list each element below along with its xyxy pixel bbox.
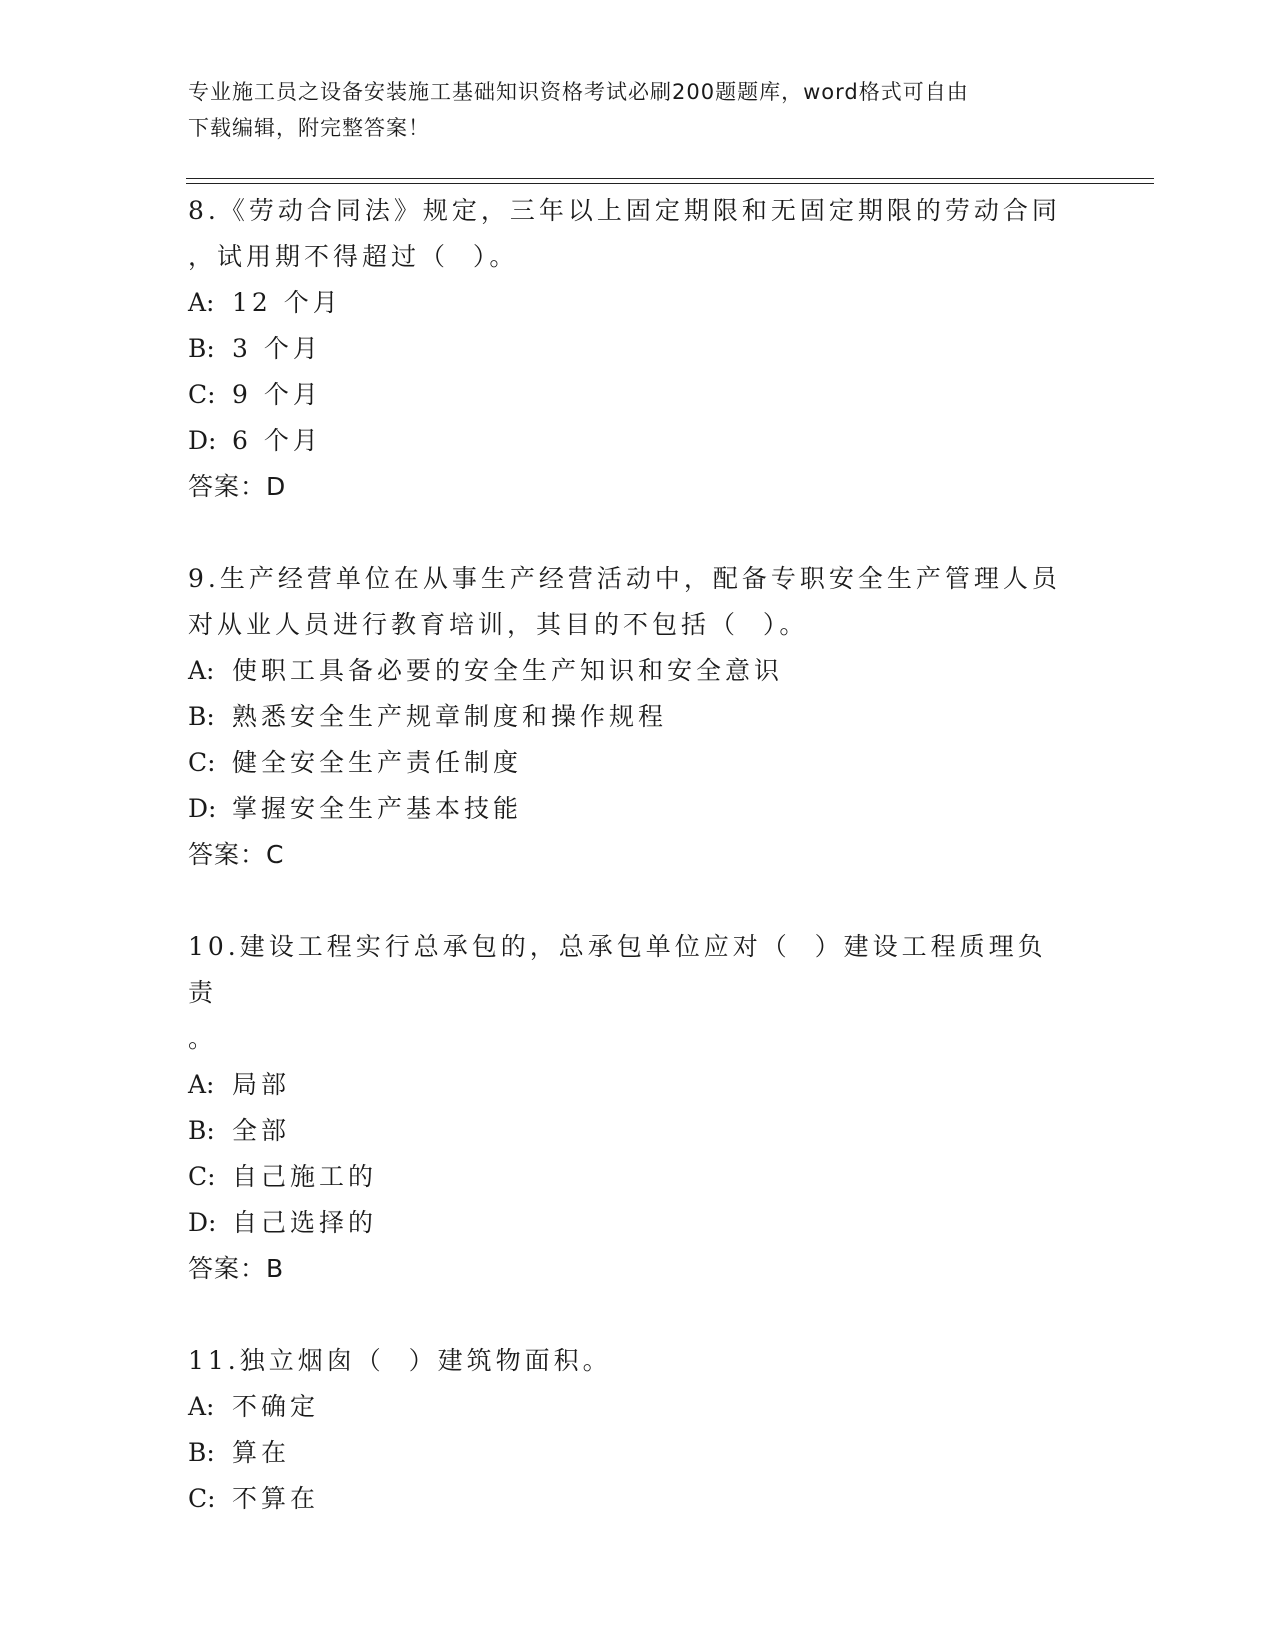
option-letter: A: xyxy=(188,288,215,317)
question-spacer xyxy=(188,878,1068,924)
question-block xyxy=(188,556,1068,924)
option-text: 自己施工的 xyxy=(232,1162,378,1191)
option-text: 掌握安全生产基本技能 xyxy=(232,794,523,823)
option-letter: A: xyxy=(188,1392,215,1421)
option-letter: D: xyxy=(188,1208,217,1237)
answer-key: 答案：C xyxy=(188,840,285,869)
question-block xyxy=(188,1338,1068,1522)
option-text: 3 个月 xyxy=(232,334,322,363)
option-letter: C: xyxy=(188,380,216,409)
question-stem-line: 9.生产经营单位在从事生产经营活动中，配备专职安全生产管理人员 xyxy=(188,564,1061,593)
answer-option xyxy=(188,418,1068,464)
question-block xyxy=(188,188,1068,556)
answer-option xyxy=(188,1476,1068,1522)
option-letter: B: xyxy=(188,702,215,731)
answer-option xyxy=(188,786,1068,832)
answer-option xyxy=(188,740,1068,786)
answer-option xyxy=(188,694,1068,740)
option-letter: B: xyxy=(188,334,215,363)
question-stem-line: ，试用期不得超过（ ）。 xyxy=(188,242,519,271)
answer-option xyxy=(188,1108,1068,1154)
option-letter: C: xyxy=(188,748,216,777)
question-stem-line: 对从业人员进行教育培训，其目的不包括（ ）。 xyxy=(188,610,809,639)
question-stem-line: 。 xyxy=(188,1024,218,1053)
option-letter: B: xyxy=(188,1438,215,1467)
option-text: 不算在 xyxy=(232,1484,320,1513)
header-divider-top xyxy=(186,178,1154,179)
question-list xyxy=(188,188,1068,1522)
option-text: 局部 xyxy=(232,1070,291,1099)
option-letter: C: xyxy=(188,1162,216,1191)
answer-option xyxy=(188,1200,1068,1246)
header-divider-bottom xyxy=(186,183,1154,184)
option-text: 6 个月 xyxy=(232,426,322,455)
question-spacer xyxy=(188,1292,1068,1338)
answer-key: 答案：B xyxy=(188,1254,285,1283)
question-spacer xyxy=(188,510,1068,556)
option-text: 9 个月 xyxy=(232,380,322,409)
answer-option xyxy=(188,1384,1068,1430)
option-text: 健全安全生产责任制度 xyxy=(232,748,523,777)
option-text: 不确定 xyxy=(232,1392,320,1421)
answer-key: 答案：D xyxy=(188,472,287,501)
document-header xyxy=(188,74,1068,146)
option-letter: A: xyxy=(188,1070,215,1099)
answer-option xyxy=(188,1062,1068,1108)
answer-option xyxy=(188,1154,1068,1200)
answer-option xyxy=(188,648,1068,694)
question-stem-line: 8.《劳动合同法》规定，三年以上固定期限和无固定期限的劳动合同 xyxy=(188,196,1061,225)
option-letter: D: xyxy=(188,426,217,455)
answer-option xyxy=(188,280,1068,326)
question-block xyxy=(188,924,1068,1338)
question-stem-line: 11.独立烟囱（ ）建筑物面积。 xyxy=(188,1346,612,1375)
answer-option xyxy=(188,1430,1068,1476)
option-text: 自己选择的 xyxy=(232,1208,378,1237)
option-text: 全部 xyxy=(232,1116,291,1145)
option-letter: D: xyxy=(188,794,217,823)
answer-option xyxy=(188,326,1068,372)
option-letter: B: xyxy=(188,1116,215,1145)
question-stem-line: 10.建设工程实行总承包的，总承包单位应对（ ）建设工程质理负责 xyxy=(188,932,1047,1007)
header-line-1: 专业施工员之设备安装施工基础知识资格考试必刷200题题库，word格式可自由 xyxy=(188,80,969,104)
answer-option xyxy=(188,372,1068,418)
option-letter: A: xyxy=(188,656,215,685)
option-text: 熟悉安全生产规章制度和操作规程 xyxy=(232,702,668,731)
option-text: 算在 xyxy=(232,1438,291,1467)
option-text: 使职工具备必要的安全生产知识和安全意识 xyxy=(232,656,784,685)
header-line-2: 下载编辑，附完整答案！ xyxy=(188,116,430,140)
option-letter: C: xyxy=(188,1484,216,1513)
option-text: 12 个月 xyxy=(232,288,342,317)
